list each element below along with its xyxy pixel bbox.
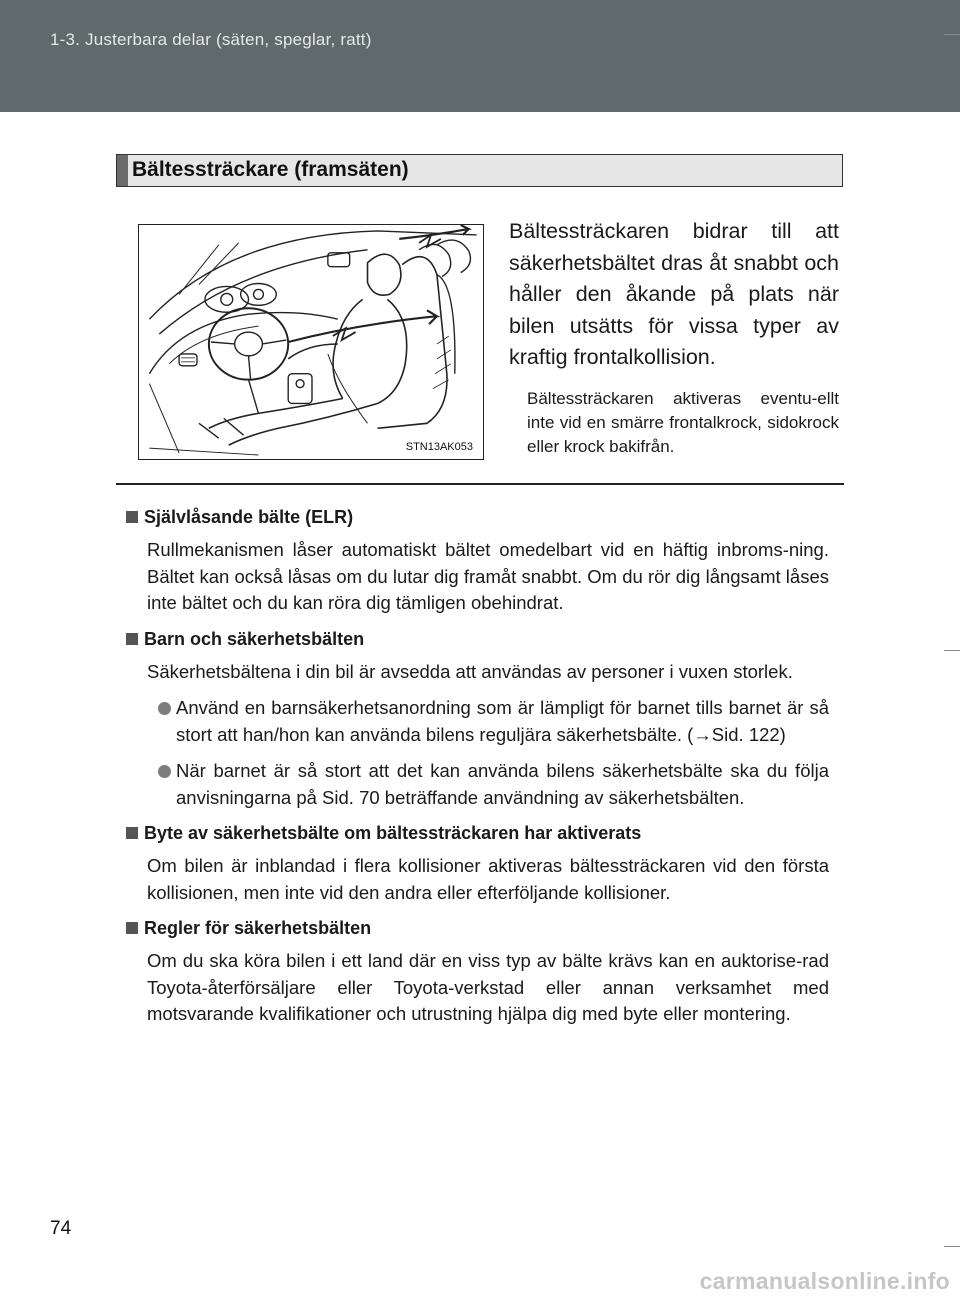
section-title: Bältessträckare (framsäten) (132, 158, 409, 181)
heading-replacement (126, 821, 829, 845)
heading-text: Självlåsande bälte (ELR) (144, 507, 354, 527)
heading-text: Byte av säkerhetsbälte om bältessträckaren har aktiverats (144, 823, 642, 843)
section-title-box (116, 154, 843, 187)
list-item-text: När barnet är så stort att det kan använda bilens säkerhetsbälte ska du följa anvisningarna på Sid. 70 beträffande användning av säkerhetsbälten. (176, 760, 829, 808)
section-accent-bar (117, 155, 128, 186)
square-bullet-icon (126, 827, 138, 839)
square-bullet-icon (126, 922, 138, 934)
paragraph-replacement: Om bilen är inblandad i flera kollisioner aktiveras bältessträckaren vid den första kollisionen, men inte vid den andra eller efterföljande kollisioner. (147, 855, 829, 903)
paragraph-elr: Rullmekanismen låser automatiskt bältet omedelbart vid en häftig inbroms-ning. Bältet kan också låsas om du lutar dig framåt snabbt. Om du rör dig långsamt låses inte bältet och du kan röra dig tämligen obehindrat. (147, 539, 829, 613)
car-interior-drawing (139, 225, 483, 459)
list-item (158, 695, 829, 748)
heading-text: Regler för säkerhetsbälten (144, 918, 372, 938)
header-band (0, 0, 960, 112)
circle-bullet-icon (158, 765, 171, 778)
crop-mark (944, 34, 960, 35)
heading-elr (126, 505, 829, 529)
intro-lead-text: Bältessträckaren bidrar till att säkerhetsbältet dras åt snabbt och håller den åkande på plats när bilen utsätts för vissa typer av kraftig frontalkollision. (509, 219, 839, 369)
chapter-title: 1-3. Justerbara delar (säten, speglar, ratt) (50, 30, 372, 49)
watermark: carmanualsonline.info (699, 1268, 950, 1294)
section-divider (116, 483, 844, 485)
crop-mark (944, 650, 960, 651)
list-item (158, 758, 829, 811)
circle-bullet-icon (158, 702, 171, 715)
list-item-text: Använd en barnsäkerhetsanordning som är lämpligt för barnet tills barnet är så stort att han/hon kan använda bilens reguljära säkerhetsbälte. (→Sid. 122) (176, 697, 829, 745)
crop-mark (944, 1246, 960, 1247)
heading-children (126, 627, 829, 651)
square-bullet-icon (126, 511, 138, 523)
page-number: 74 (50, 1218, 72, 1239)
square-bullet-icon (126, 633, 138, 645)
paragraph-children: Säkerhetsbältena i din bil är avsedda att användas av personer i vuxen storlek. (147, 660, 793, 682)
pretensioner-illustration (138, 224, 484, 460)
figure-code: STN13AK053 (405, 441, 473, 453)
heading-text: Barn och säkerhetsbälten (144, 628, 365, 649)
intro-note-text: Bältessträckaren aktiveras eventu-ellt inte vid en smärre frontalkrock, sidokrock eller krock bakifrån. (527, 389, 839, 456)
paragraph-regulations: Om du ska köra bilen i ett land där en viss typ av bälte krävs kan en auktorise-rad Toyota-återförsäljare eller Toyota-verkstad eller annan verksamhet med motsvarande kvalifikationer och utrustning hjälpa dig med byte eller montering. (147, 950, 829, 1024)
heading-regulations (126, 916, 829, 940)
content-list (126, 505, 829, 1038)
